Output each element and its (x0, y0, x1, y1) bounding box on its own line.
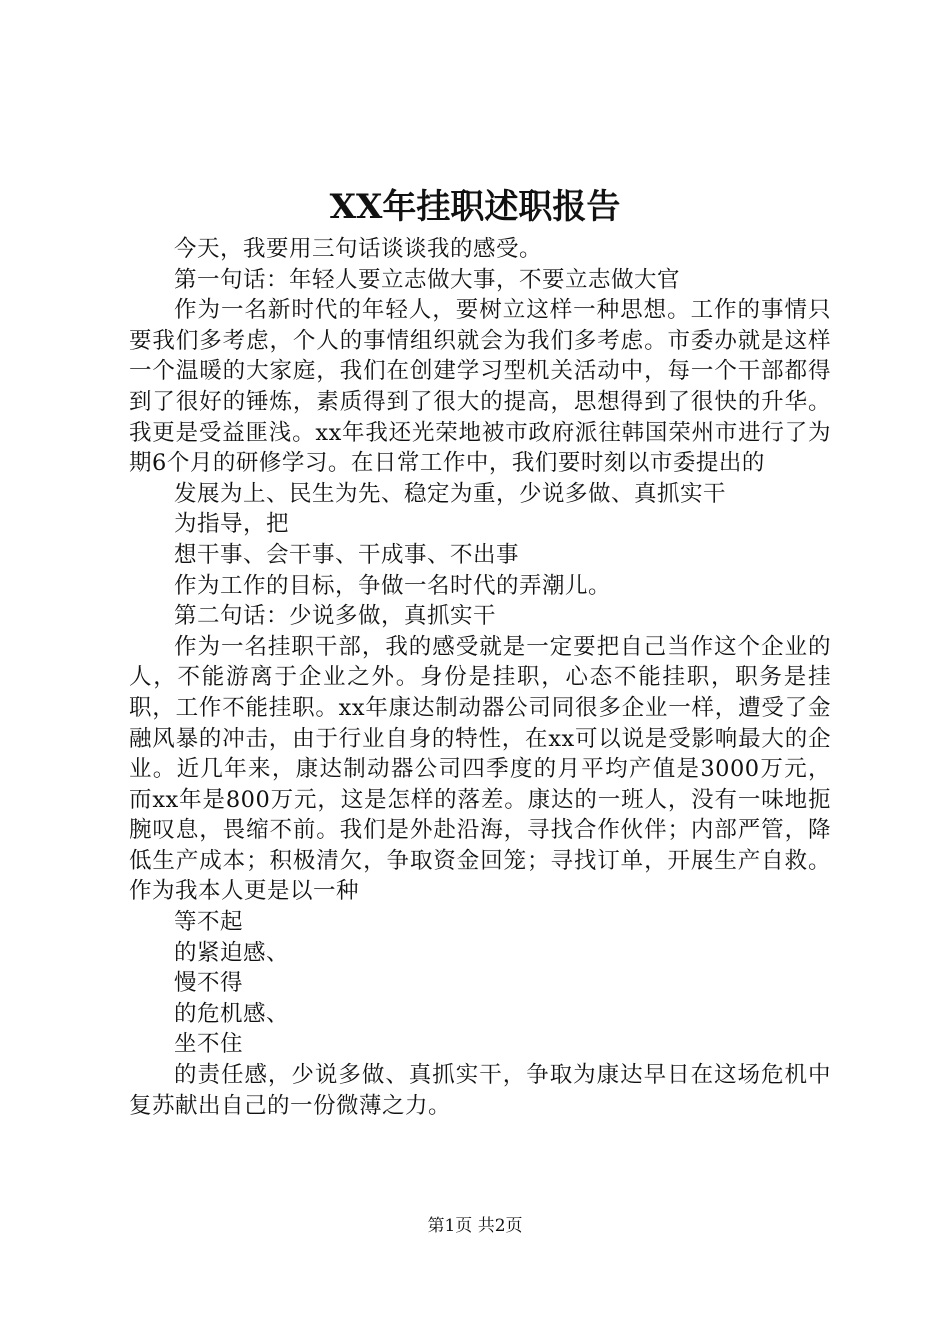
paragraph: 等不起 (174, 909, 244, 936)
document-title: XX年挂职述职报告 (329, 187, 621, 227)
paragraph: 的责任感，少说多做、真抓实干，争取为康达早日在这场危机中复苏献出自己的一份微薄之力。 (129, 1062, 831, 1119)
paragraph: 第一句话：年轻人要立志做大事，不要立志做大官 (174, 266, 681, 293)
paragraph: 坐不住 (174, 1031, 244, 1058)
page-footer: 第1页 共2页 (427, 1216, 523, 1236)
paragraph: 的紧迫感、 (174, 939, 290, 966)
document-body (129, 234, 831, 1121)
paragraph: 作为工作的目标，争做一名时代的弄潮儿。 (174, 572, 612, 599)
paragraph: 发展为上、民生为先、稳定为重，少说多做、真抓实干 (174, 480, 727, 507)
paragraph: 第二句话：少说多做，真抓实干 (174, 603, 497, 630)
paragraph: 作为一名新时代的年轻人，要树立这样一种思想。工作的事情只要我们多考虑，个人的事情组织就会为我们多考虑。市委办就是这样一个温暖的大家庭，我们在创建学习型机关活动中，每一个干部都得到了很好的锤炼，素质得到了很大的提高，思想得到了很快的升华。我更是受益匪浅。xx年我还光荣地被市政府派往韩国荣州市进行了为期6个月的研修学习。在日常工作中，我们要时刻以市委提出的 (129, 297, 831, 477)
paragraph: 为指导，把 (174, 511, 290, 538)
paragraph: 的危机感、 (174, 1000, 290, 1027)
paragraph: 慢不得 (174, 970, 244, 997)
paragraph: 想干事、会干事、干成事、不出事 (174, 541, 520, 568)
paragraph: 作为一名挂职干部，我的感受就是一定要把自己当作这个企业的人，不能游离于企业之外。身份是挂职，心态不能挂职，职务是挂职，工作不能挂职。xx年康达制动器公司同很多企业一样，遭受了金融风暴的冲击，由于行业自身的特性，在xx可以说是受影响最大的企业。近几年来，康达制动器公司四季度的月平均产值是3000万元，而xx年是800万元，这是怎样的落差。康达的一班人，没有一味地扼腕叹息，畏缩不前。我们是外赴沿海，寻找合作伙伴；内部严管，降低生产成本；积极清欠，争取资金回笼；寻找订单，开展生产自救。作为我本人更是以一种 (129, 633, 831, 905)
paragraph: 今天，我要用三句话谈谈我的感受。 (174, 236, 543, 262)
